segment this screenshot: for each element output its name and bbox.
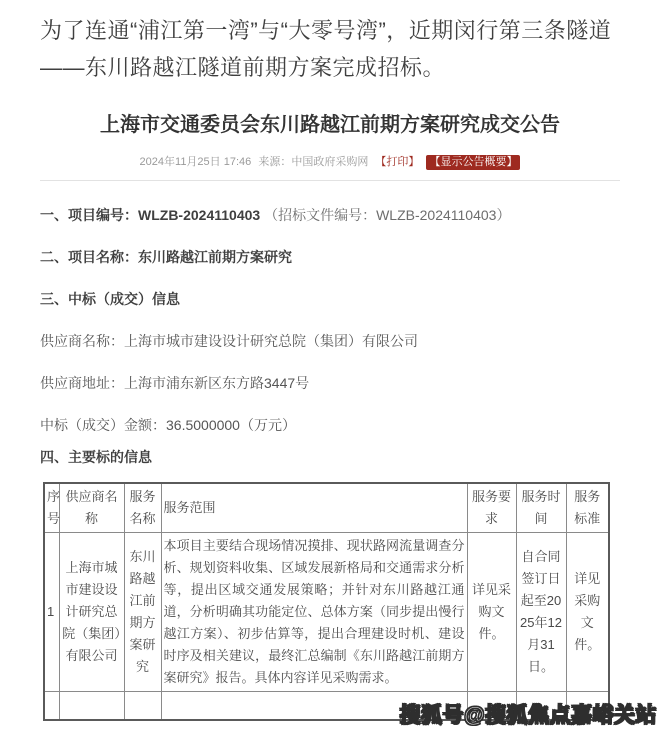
cell-service-scope: 本项目主要结合现场情况摸排、现状路网流量调查分析、规划资料收集、区域发展新格局和交通需求分析等，提出区域交通发展策略；并针对东川路越江通道，分析明确其功能定位、总体方案（同步提出慢行越江方案）、初步估算等，提出合理建设时机、建设时序及相关建议，最终汇总编制《东川路越江前期方案研究》报告。具体内容详见采购需求。 xyxy=(161,533,467,692)
table-header-row xyxy=(44,483,609,533)
empty-cell xyxy=(59,692,124,720)
project-number-note: （招标文件编号：WLZB-2024110403） xyxy=(264,207,511,223)
meta-line xyxy=(40,153,620,169)
supplier-address-line: 供应商地址：上海市浦东新区东方路3447号 xyxy=(40,375,310,391)
header-service-requirement: 服务要求 xyxy=(467,483,516,533)
cell-service-requirement: 详见采购文件。 xyxy=(467,533,516,692)
intro-paragraph: 为了连通“浦江第一湾”与“大零号湾”，近期闵行第三条隧道——东川路越江隧道前期方案完成招标。 xyxy=(40,18,612,80)
meta-datetime: 2024年11月25日 17:46 xyxy=(139,156,252,168)
watermark: 搜狐号@搜狐焦点嘉峪关站 xyxy=(399,704,657,727)
empty-cell xyxy=(44,692,59,720)
announcement-title: 上海市交通委员会东川路越江前期方案研究成交公告 xyxy=(100,114,560,136)
cell-service-time: 自合同签订日起至2025年12月31日。 xyxy=(516,533,566,692)
header-supplier-name: 供应商名称 xyxy=(59,483,124,533)
header-service-time: 服务时间 xyxy=(516,483,566,533)
cell-service-name: 东川路越江前期方案研究 xyxy=(124,533,161,692)
show-summary-badge[interactable]: 【显示公告概要】 xyxy=(426,155,520,170)
table-row xyxy=(44,533,609,692)
supplier-name-line: 供应商名称：上海市城市建设设计研究总院（集团）有限公司 xyxy=(40,333,418,349)
header-seq: 序号 xyxy=(44,483,59,533)
print-link[interactable]: 【打印】 xyxy=(375,156,420,168)
announcement-body xyxy=(40,208,620,721)
award-info-heading: 三、中标（成交）信息 xyxy=(40,291,180,307)
header-service-standard: 服务标准 xyxy=(566,483,609,533)
project-number-line xyxy=(40,208,620,223)
divider xyxy=(40,180,620,181)
project-name-line: 二、项目名称：东川路越江前期方案研究 xyxy=(40,249,292,265)
header-service-scope: 服务范围 xyxy=(161,483,467,533)
header-service-name: 服务名称 xyxy=(124,483,161,533)
main-subject-heading: 四、主要标的信息 xyxy=(40,449,152,465)
cell-service-standard: 详见采购文件。 xyxy=(566,533,609,692)
project-number-label: 一、项目编号：WLZB-2024110403 xyxy=(40,207,261,223)
subject-info-table xyxy=(43,482,610,721)
empty-cell xyxy=(124,692,161,720)
award-amount-line: 中标（成交）金额：36.5000000（万元） xyxy=(40,417,296,433)
cell-seq: 1 xyxy=(44,533,59,692)
cell-supplier-name: 上海市城市建设设计研究总院（集团）有限公司 xyxy=(59,533,124,692)
meta-source: 来源：中国政府采购网 xyxy=(258,156,369,168)
